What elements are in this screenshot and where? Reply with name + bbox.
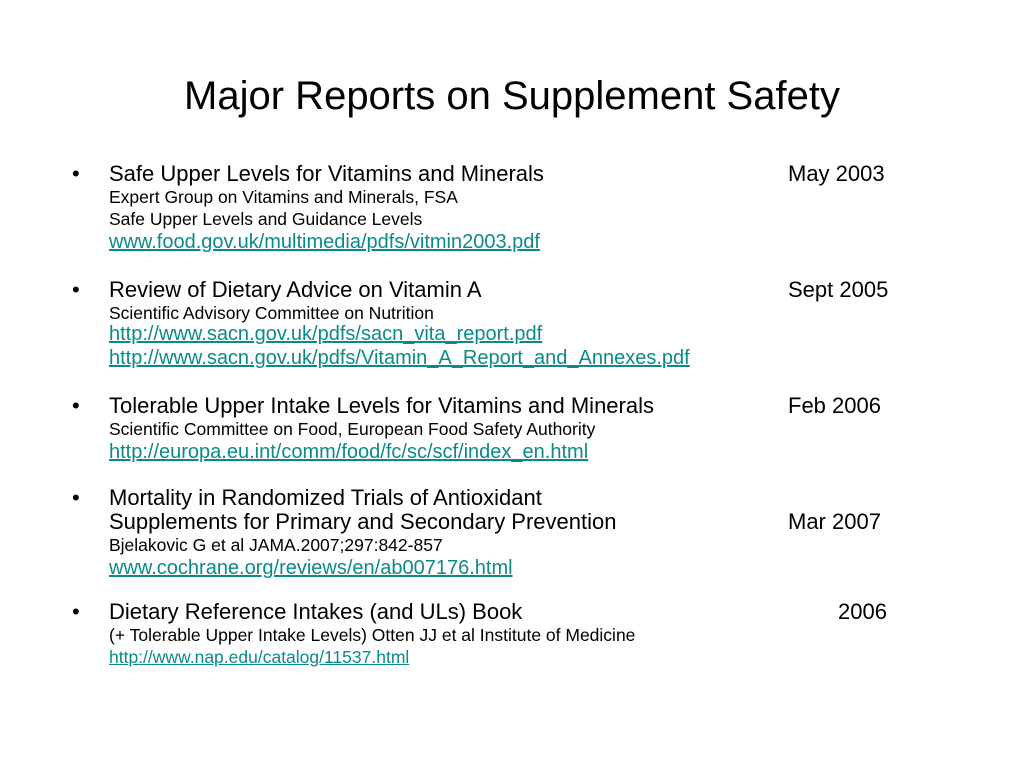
report-detail: Safe Upper Levels and Guidance Levels: [109, 209, 423, 229]
report-date: 2006: [838, 599, 887, 624]
report-link[interactable]: www.food.gov.uk/multimedia/pdfs/vitmin2003.pdf: [109, 231, 540, 253]
report-detail: Scientific Committee on Food, European Food Safety Authority: [109, 419, 596, 439]
report-detail: Scientific Advisory Committee on Nutrition: [109, 303, 434, 323]
slide-title: Major Reports on Supplement Safety: [184, 74, 840, 118]
bullet: •: [72, 393, 80, 418]
report-detail: Expert Group on Vitamins and Minerals, FSA: [109, 187, 458, 207]
report-link[interactable]: www.cochrane.org/reviews/en/ab007176.html: [109, 557, 513, 579]
report-title: Safe Upper Levels for Vitamins and Minerals: [109, 161, 544, 186]
bullet: •: [72, 599, 80, 624]
report-link[interactable]: http://www.sacn.gov.uk/pdfs/sacn_vita_report.pdf: [109, 323, 543, 345]
report-detail: Bjelakovic G et al JAMA.2007;297:842-857: [109, 535, 443, 555]
report-title: Review of Dietary Advice on Vitamin A: [109, 277, 482, 302]
bullet: •: [72, 277, 80, 302]
report-title-line: Mortality in Randomized Trials of Antioxidant: [109, 485, 542, 510]
report-date: Mar 2007: [788, 509, 881, 534]
bullet: •: [72, 485, 80, 510]
report-link[interactable]: http://europa.eu.int/comm/food/fc/sc/scf/index_en.html: [109, 441, 589, 463]
report-detail: (+ Tolerable Upper Intake Levels) Otten JJ et al Institute of Medicine: [109, 625, 636, 645]
report-link[interactable]: http://www.nap.edu/catalog/11537.html: [109, 647, 410, 667]
report-date: Feb 2006: [788, 393, 881, 418]
report-title-line: Supplements for Primary and Secondary Prevention: [109, 509, 617, 534]
report-date: May 2003: [788, 161, 885, 186]
bullet: •: [72, 161, 80, 186]
report-title: Tolerable Upper Intake Levels for Vitamins and Minerals: [109, 393, 654, 418]
report-date: Sept 2005: [788, 277, 889, 302]
report-title: Dietary Reference Intakes (and ULs) Book: [109, 599, 523, 624]
report-link[interactable]: http://www.sacn.gov.uk/pdfs/Vitamin_A_Report_and_Annexes.pdf: [109, 347, 690, 369]
